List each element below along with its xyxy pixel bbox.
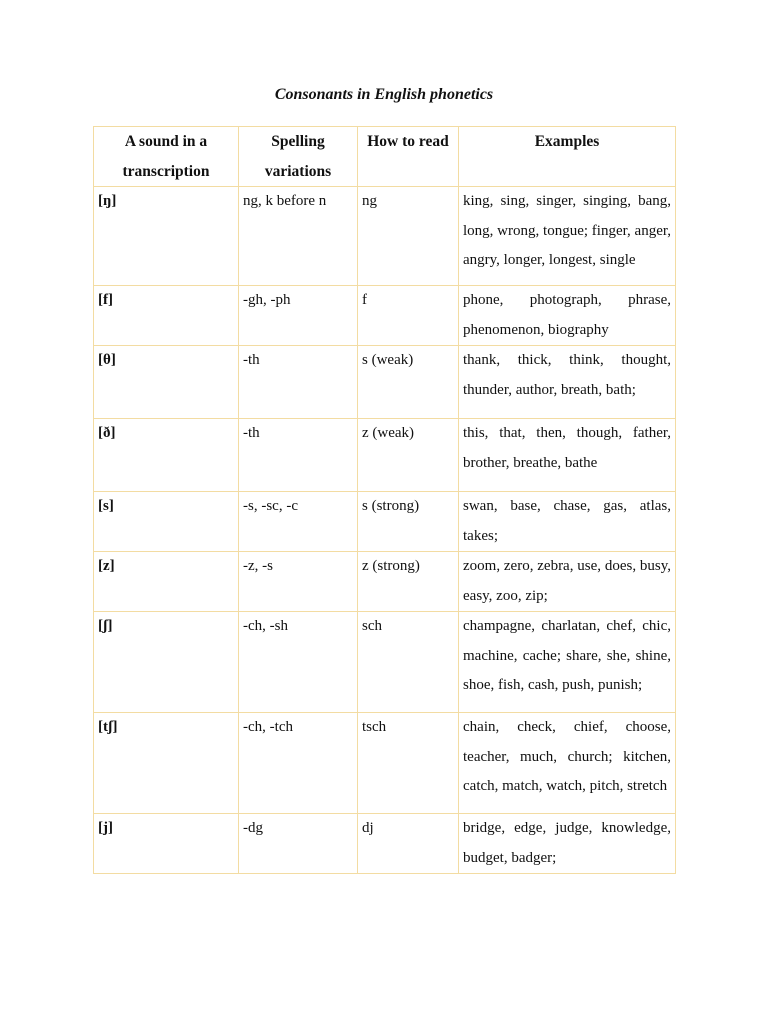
table-row (94, 346, 676, 419)
examples-cell: bridge, edge, judge, knowledge, budget, badger; (459, 814, 676, 874)
spelling-cell: ng, k before n (239, 187, 358, 286)
sound-cell: [s] (94, 492, 239, 552)
examples-cell: zoom, zero, zebra, use, does, busy, easy, zoo, zip; (459, 552, 676, 612)
table-row (94, 612, 676, 713)
read-cell: ng (358, 187, 459, 286)
spelling-cell: -ch, -tch (239, 713, 358, 814)
table-row (94, 492, 676, 552)
table-row (94, 552, 676, 612)
header-spelling: Spelling variations (239, 127, 358, 187)
read-cell: sch (358, 612, 459, 713)
sound-cell: [ʃ] (94, 612, 239, 713)
read-cell: dj (358, 814, 459, 874)
header-sound: A sound in a transcription (94, 127, 239, 187)
sound-cell: [f] (94, 286, 239, 346)
examples-cell: phone, photograph, phrase, phenomenon, biography (459, 286, 676, 346)
examples-cell: champagne, charlatan, chef, chic, machine, cache; share, she, shine, shoe, fish, cash, push, punish; (459, 612, 676, 713)
sound-cell: [z] (94, 552, 239, 612)
table-row (94, 419, 676, 492)
sound-cell: [tʃ] (94, 713, 239, 814)
consonants-table (93, 126, 676, 874)
spelling-cell: -dg (239, 814, 358, 874)
document-title: Consonants in English phonetics (274, 86, 494, 103)
table-row (94, 814, 676, 874)
spelling-cell: -z, -s (239, 552, 358, 612)
read-cell: z (weak) (358, 419, 459, 492)
header-how-to-read: How to read (358, 127, 459, 187)
header-examples: Examples (459, 127, 676, 187)
examples-cell: thank, thick, think, thought, thunder, author, breath, bath; (459, 346, 676, 419)
table-row (94, 713, 676, 814)
sound-cell: [j] (94, 814, 239, 874)
spelling-cell: -s, -sc, -c (239, 492, 358, 552)
table-header-row (94, 127, 676, 187)
examples-cell: chain, check, chief, choose, teacher, much, church; kitchen, catch, match, watch, pitch, stretch (459, 713, 676, 814)
table-row (94, 286, 676, 346)
read-cell: s (weak) (358, 346, 459, 419)
spelling-cell: -th (239, 346, 358, 419)
read-cell: tsch (358, 713, 459, 814)
read-cell: f (358, 286, 459, 346)
table-row (94, 187, 676, 286)
examples-cell: king, sing, singer, singing, bang, long, wrong, tongue; finger, anger, angry, longer, longest, single (459, 187, 676, 286)
spelling-cell: -th (239, 419, 358, 492)
sound-cell: [ŋ] (94, 187, 239, 286)
examples-cell: this, that, then, though, father, brother, breathe, bathe (459, 419, 676, 492)
read-cell: s (strong) (358, 492, 459, 552)
spelling-cell: -gh, -ph (239, 286, 358, 346)
read-cell: z (strong) (358, 552, 459, 612)
examples-cell: swan, base, chase, gas, atlas, takes; (459, 492, 676, 552)
sound-cell: [ð] (94, 419, 239, 492)
spelling-cell: -ch, -sh (239, 612, 358, 713)
sound-cell: [θ] (94, 346, 239, 419)
